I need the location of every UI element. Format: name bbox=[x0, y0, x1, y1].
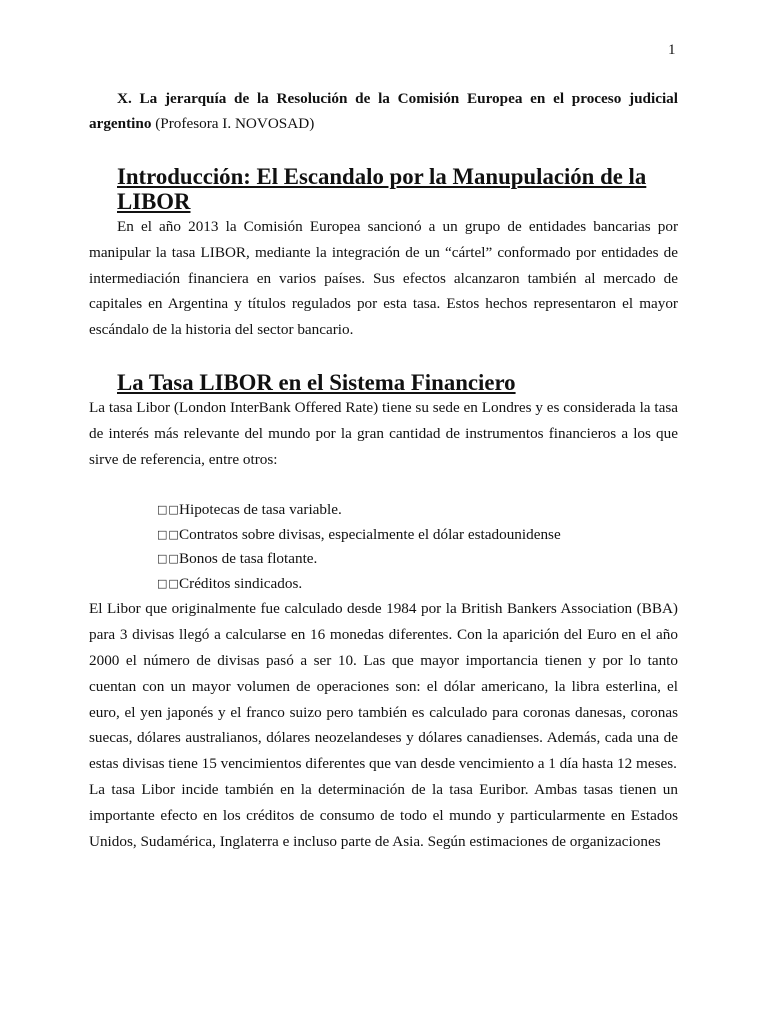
list-item-text: Bonos de tasa flotante. bbox=[179, 550, 318, 568]
page-number: 1 bbox=[668, 42, 676, 58]
paragraph-introduccion: En el año 2013 la Comisión Europea sancionó a un grupo de entidades bancarias por manipular la tasa LIBOR, mediante la integración de un “cártel” conformado por entidades de intermediación financiera en varios países. Sus efectos alcanzaron también al mercado de capitales en Argentina y títulos regulados por esta tasa. Estos hechos representaron el mayor escándalo de la historia del sector bancario. bbox=[89, 218, 678, 339]
bullet-glyph: □□ bbox=[157, 527, 180, 541]
section-heading-introduccion: Introducción: El Escandalo por la Manupulación de la LIBOR bbox=[117, 164, 647, 214]
list-item-text: Contratos sobre divisas, especialmente el dólar estadounidense bbox=[179, 525, 561, 543]
list-item bbox=[157, 523, 678, 548]
bullet-glyph: □□ bbox=[157, 552, 180, 566]
list-item bbox=[157, 498, 678, 523]
paragraph-bba-divisas: El Libor que originalmente fue calculado desde 1984 por la British Bankers Association (BBA) para 3 divisas llegó a calcularse en 16 monedas diferentes. Con la aparición del Euro en el año 2000 el número de divisas pasó a ser 10. Las que mayor importancia tienen y por lo tanto cuentan con un mayor volumen de operaciones son: el dólar americano, la libra esterlina, el euro, el yen japonés y el franco suizo pero también es calculado para coronas danesas, coronas suecas, dólares australianos, dólares neozelandeses y dólares canadienses. Además, cada una de estas divisas tiene 15 vencimientos diferentes que van desde vencimiento a 1 día hasta 12 meses. bbox=[89, 600, 678, 773]
list-item bbox=[157, 572, 678, 597]
list-item bbox=[157, 547, 678, 572]
bullet-glyph: □□ bbox=[157, 503, 180, 517]
document-body bbox=[89, 86, 678, 854]
list-item-text: Créditos sindicados. bbox=[179, 574, 303, 592]
instrument-list bbox=[89, 498, 678, 596]
section-heading-tasa-libor: La Tasa LIBOR en el Sistema Financiero bbox=[117, 369, 516, 395]
paragraph-tasa-libor: La tasa Libor (London InterBank Offered Rate) tiene su sede en Londres y es considerada la tasa de interés más relevante del mundo por la gran cantidad de instrumentos financieros a los que sirve de referencia, entre otros: bbox=[89, 398, 678, 468]
list-item-text: Hipotecas de tasa variable. bbox=[179, 501, 342, 519]
bullet-glyph: □□ bbox=[157, 576, 180, 590]
title-text: X. La jerarquía de la Resolución de la Comisión Europea en el proceso judicial argentino bbox=[89, 90, 678, 132]
title-author: (Profesora I. NOVOSAD) bbox=[155, 115, 315, 132]
document-title bbox=[89, 86, 678, 136]
paragraph-euribor: La tasa Libor incide también en la determinación de la tasa Euribor. Ambas tasas tienen un importante efecto en los créditos de consumo de todo el mundo y particularmente en Estados Unidos, Sudamérica, Inglaterra e incluso parte de Asia. Según estimaciones de organizaciones bbox=[89, 780, 678, 850]
